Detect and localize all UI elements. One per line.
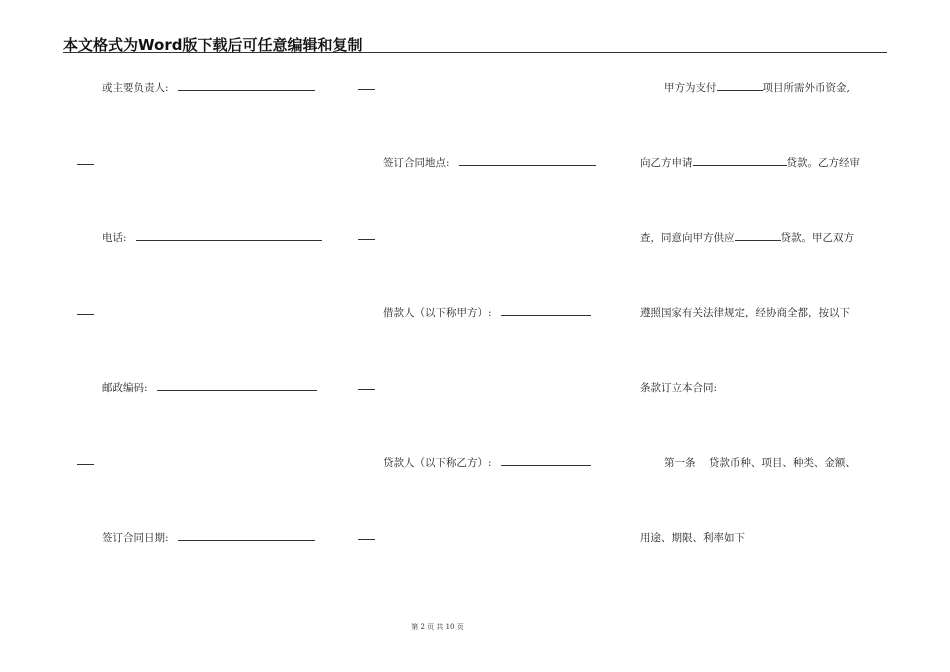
lender-field [383,455,591,470]
paragraph-line [664,80,850,95]
principal-field [102,80,315,95]
text-segment: 项目所需外币资金, [762,82,850,94]
text-segment: 甲方为支付 [664,82,717,94]
article-text: 贷款币种、项目、种类、金额、 [708,457,856,469]
lender-blank [501,455,591,466]
principal-label: 或主要负责人: [102,82,169,94]
sign-place-label: 签订合同地点: [383,157,450,169]
postcode-field [102,380,317,395]
phone-field [102,230,322,245]
continuation-dash [77,164,94,165]
continuation-dash [358,89,375,90]
postcode-label: 邮政编码: [102,382,148,394]
article-heading [664,455,856,470]
text-segment: 贷款。甲乙双方 [780,232,854,244]
header-divider [63,52,887,53]
sign-place-field [383,155,596,170]
postcode-blank [157,380,317,391]
sign-date-blank [178,530,315,541]
borrower-field [383,305,591,320]
page-number-footer: 第 2 页 共 10 页 [411,623,464,631]
paragraph-line [640,155,860,170]
continuation-dash [358,539,375,540]
fill-blank [735,230,781,241]
article-number: 第一条 [664,457,696,469]
principal-blank [178,80,315,91]
fill-blank [717,80,763,91]
text-segment: 贷款。乙方经审 [786,157,860,169]
phone-label: 电话: [102,232,127,244]
sign-date-label: 签订合同日期: [102,532,169,544]
paragraph-line [640,230,854,245]
lender-label: 贷款人（以下称乙方）: [383,457,492,469]
sign-place-blank [459,155,596,166]
phone-blank [136,230,322,241]
borrower-label: 借款人（以下称甲方）: [383,307,492,319]
continuation-dash [77,464,94,465]
paragraph-line: 用途、期限、利率如下 [640,532,745,544]
paragraph-line: 条款订立本合同: [640,382,718,394]
fill-blank [693,155,787,166]
paragraph-line: 遵照国家有关法律规定，经协商全都，按以下 [640,307,850,319]
continuation-dash [358,389,375,390]
sign-date-field [102,530,315,545]
continuation-dash [358,239,375,240]
continuation-dash [77,314,94,315]
text-segment: 向乙方申请 [640,157,693,169]
document-header-title: 本文格式为Word版下载后可任意编辑和复制 [63,36,363,54]
borrower-blank [501,305,591,316]
text-segment: 查，同意向甲方供应 [640,232,735,244]
